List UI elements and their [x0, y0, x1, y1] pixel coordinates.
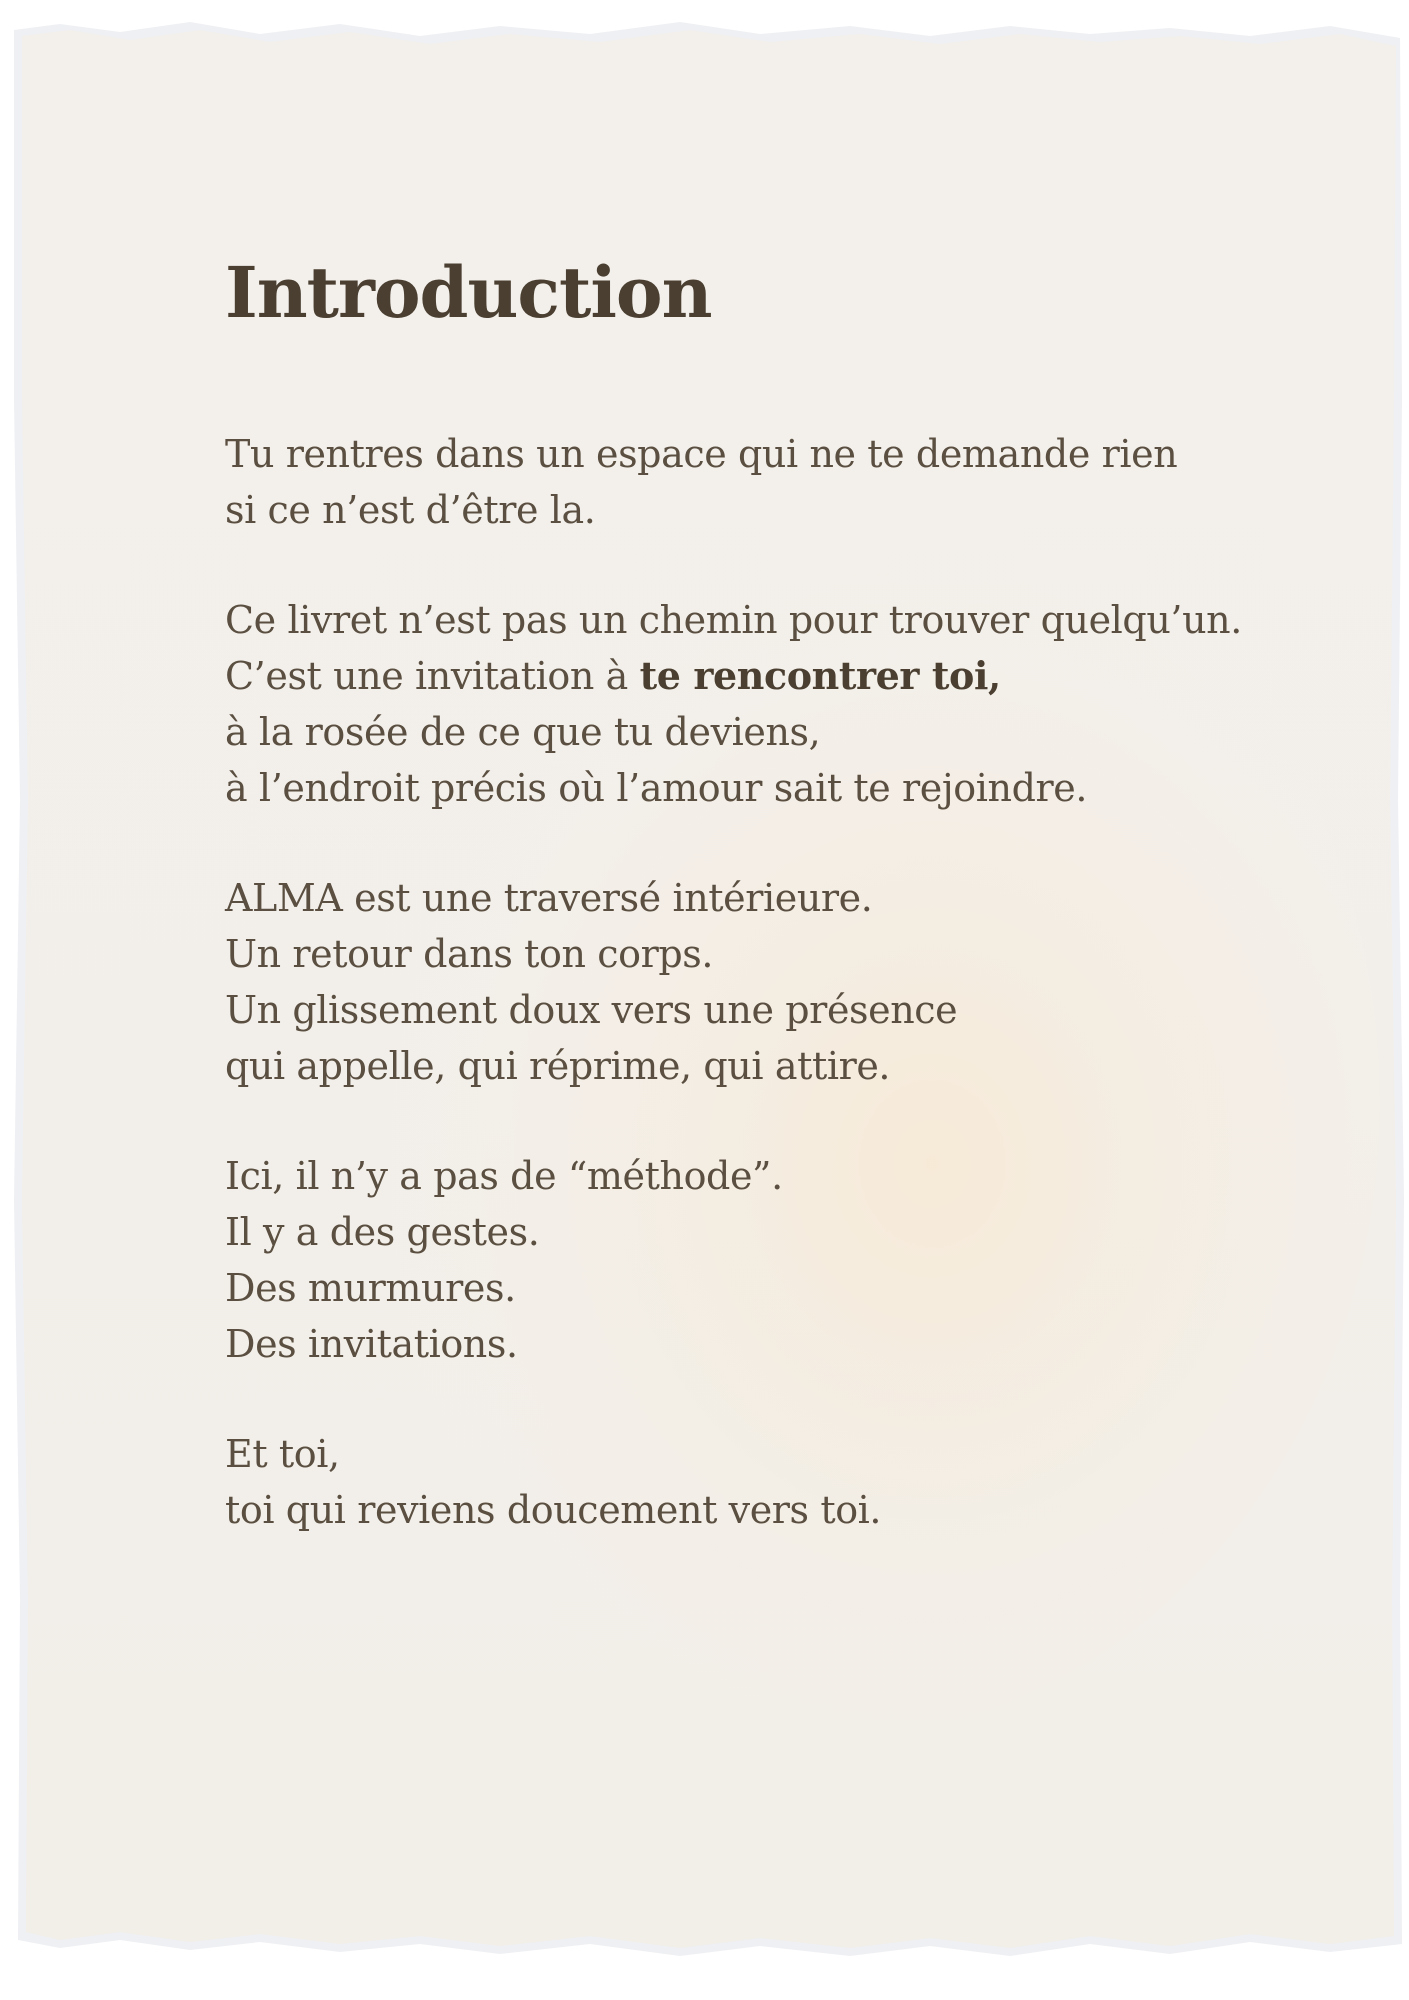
- text-line: Et toi,: [225, 1432, 340, 1476]
- text-line: Des invitations.: [225, 1322, 518, 1366]
- stanza: [225, 426, 1305, 538]
- text-line: toi qui reviens doucement vers toi.: [225, 1488, 882, 1532]
- stanza: [225, 1148, 1305, 1372]
- text-line: Un retour dans ton corps.: [225, 932, 714, 976]
- text-block: [225, 248, 1305, 1538]
- text-line-with-emphasis: [225, 648, 1305, 704]
- text-line: Il y a des gestes.: [225, 1210, 540, 1254]
- text-line: Tu rentres dans un espace qui ne te demande rien: [225, 432, 1178, 476]
- stanza: [225, 870, 1305, 1094]
- text-line: Des murmures.: [225, 1266, 516, 1310]
- text-line: Ce livret n’est pas un chemin pour trouver quelqu’un.: [225, 598, 1242, 642]
- text-line: Ici, il n’y a pas de “méthode”.: [225, 1154, 783, 1198]
- text-fragment: C’est une invitation à: [225, 654, 640, 698]
- text-fragment: ,: [988, 653, 1001, 698]
- text-line: ALMA est une traversé intérieure.: [225, 876, 873, 920]
- emphasized-text: te rencontrer toi: [639, 653, 989, 698]
- page-title: Introduction: [225, 251, 712, 334]
- text-line: Un glissement doux vers une présence: [225, 988, 958, 1032]
- text-line: à la rosée de ce que tu deviens,: [225, 710, 821, 754]
- stanza: [225, 592, 1305, 816]
- text-line: à l’endroit précis où l’amour sait te rejoindre.: [225, 766, 1088, 810]
- stanza: [225, 1426, 1305, 1538]
- text-line: si ce n’est d’être la.: [225, 488, 596, 532]
- text-line: qui appelle, qui réprime, qui attire.: [225, 1044, 891, 1088]
